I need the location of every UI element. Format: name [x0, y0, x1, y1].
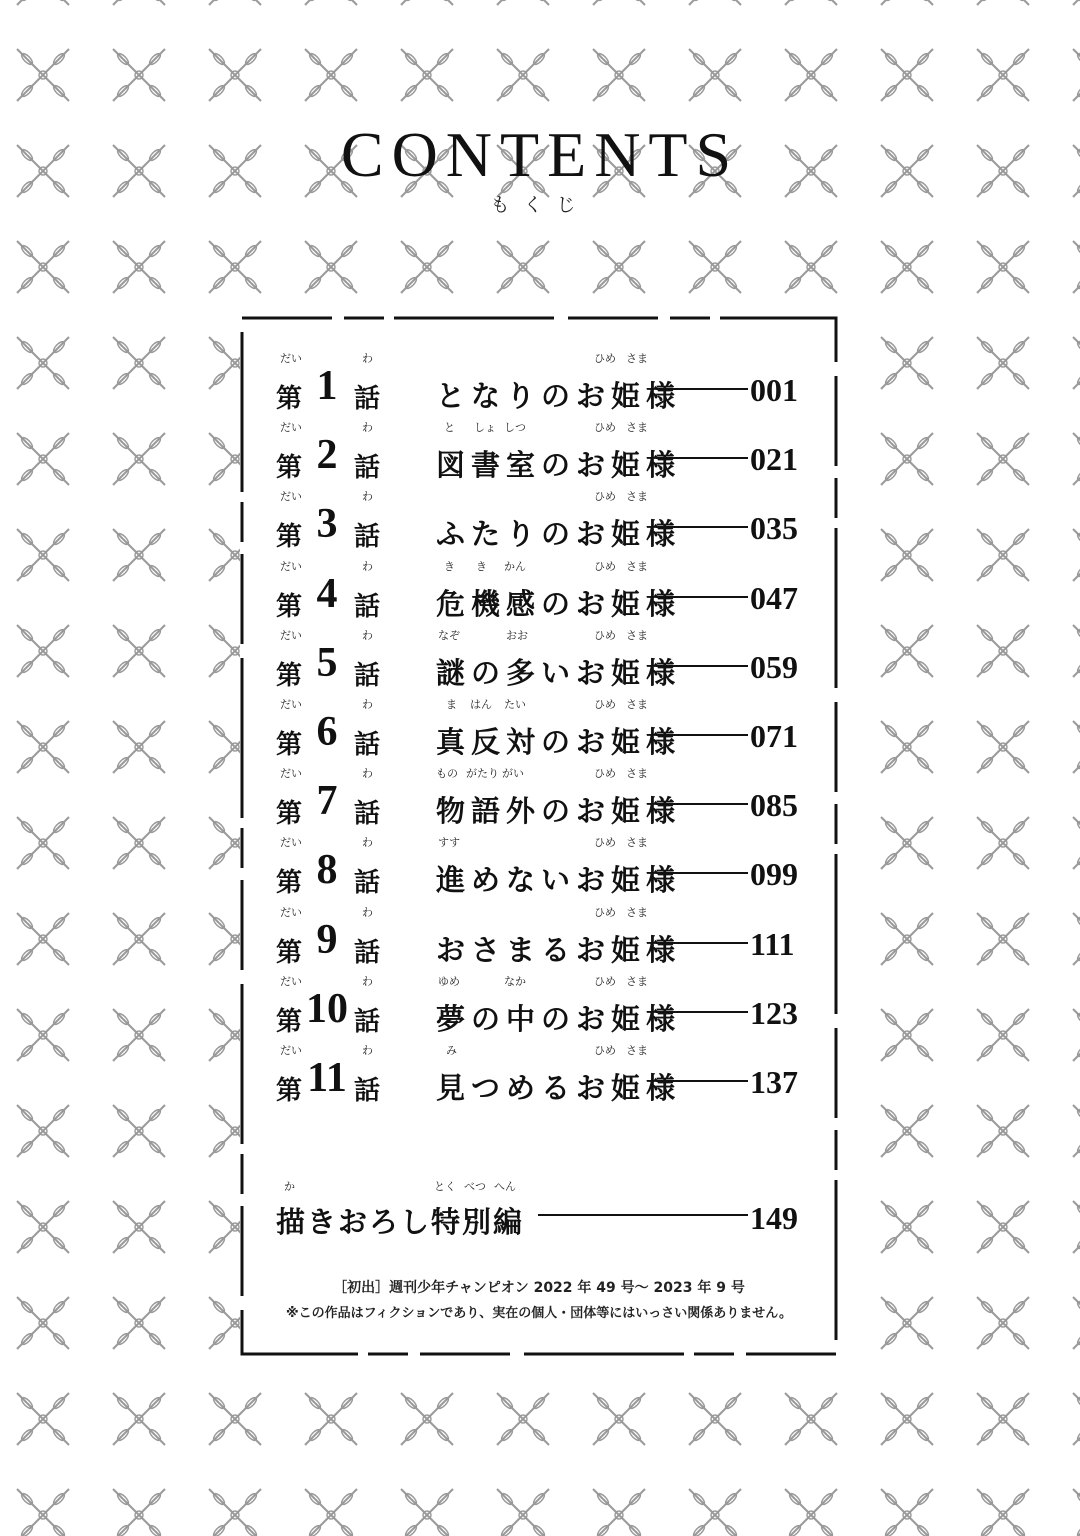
chapter-number: 9 — [316, 916, 338, 963]
title-ruby: さま — [626, 1044, 648, 1057]
dai-ruby: だい — [280, 767, 302, 781]
leader-line — [656, 457, 748, 459]
title-ruby: はん — [470, 698, 492, 711]
wa-ruby: わ — [362, 767, 373, 781]
leader-line — [538, 1214, 748, 1216]
title-ruby: ひめ — [594, 698, 616, 711]
chapter-row[interactable] — [276, 904, 806, 966]
title-ruby: ひめ — [594, 490, 616, 504]
chapter-number: 10 — [306, 985, 348, 1032]
chapter-row[interactable] — [276, 558, 806, 620]
chapter-prefix: 第 — [276, 730, 303, 760]
chapter-prefix: 第 — [276, 660, 303, 691]
leader-line — [656, 734, 748, 736]
chapter-row[interactable] — [276, 627, 806, 689]
chapter-prefix: 第 — [276, 1006, 303, 1037]
title-ruby: さま — [626, 421, 648, 435]
chapter-suffix: 話 — [354, 937, 381, 968]
leader-line — [656, 1080, 748, 1082]
chapter-suffix: 話 — [354, 660, 381, 691]
chapter-suffix: 話 — [354, 591, 381, 622]
title-ruby: ひめ — [594, 974, 616, 988]
page-number: 035 — [750, 510, 798, 547]
page-number: 123 — [750, 994, 798, 1031]
title-ruby: すす — [438, 836, 461, 850]
chapter-number: 3 — [316, 501, 338, 548]
chapter-title: 進めないお姫様 — [436, 863, 682, 898]
chapter-title: ふたりのお姫様 — [436, 517, 682, 552]
chapter-title: となりのお姫様 — [436, 379, 682, 413]
dai-ruby: だい — [280, 974, 302, 988]
special-page-number: 149 — [750, 1200, 798, 1236]
title-ruby: さま — [626, 490, 648, 504]
special-entry[interactable] — [276, 1178, 806, 1240]
title-ruby: ひめ — [594, 421, 616, 435]
dai-ruby: だい — [280, 352, 302, 365]
chapter-suffix: 話 — [354, 868, 381, 899]
page-number: 111 — [750, 925, 795, 962]
dai-ruby: だい — [280, 490, 302, 504]
title-ruby: がたり — [466, 767, 499, 781]
chapter-number: 1 — [316, 363, 338, 409]
chapter-title: 図書室のお姫様 — [436, 448, 682, 483]
title-ruby: しょ — [474, 421, 496, 435]
dai-ruby: だい — [280, 421, 302, 435]
disclaimer-note: ※この作品はフィクションであり、実在の個人・団体等にはいっさい関係ありません。 — [285, 1306, 793, 1321]
chapter-title: 物語外のお姫様 — [436, 794, 682, 829]
chapter-suffix: 話 — [354, 730, 381, 760]
chapter-title: 見つめるお姫様 — [436, 1071, 682, 1105]
chapter-number: 11 — [307, 1055, 347, 1101]
wa-ruby: わ — [362, 1044, 373, 1057]
chapter-suffix: 話 — [354, 522, 381, 553]
title-ruby: さま — [626, 352, 648, 365]
title-ruby: なか — [504, 974, 526, 988]
chapter-prefix: 第 — [276, 868, 303, 899]
chapter-suffix: 話 — [354, 1076, 381, 1106]
leader-line — [656, 665, 748, 667]
chapter-row[interactable] — [276, 1042, 806, 1104]
page-number: 059 — [750, 648, 798, 685]
title-ruby: かん — [504, 559, 526, 573]
title-ruby: がい — [502, 767, 524, 781]
chapter-title: 真反対のお姫様 — [436, 725, 682, 759]
leader-line — [656, 526, 748, 528]
title-ruby: たい — [504, 698, 526, 711]
page-title: CONTENTS — [340, 119, 740, 190]
title-ruby: さま — [626, 974, 648, 988]
title-ruby: ゆめ — [438, 974, 460, 988]
title-ruby: さま — [626, 698, 648, 711]
title-ruby: ひめ — [594, 1044, 616, 1057]
dai-ruby: だい — [280, 905, 302, 919]
chapter-title: おさまるお姫様 — [436, 932, 682, 967]
dai-ruby: だい — [280, 1044, 302, 1057]
title-ruby: ま — [446, 698, 457, 711]
title-ruby: ひめ — [594, 628, 616, 642]
title-ruby: さま — [626, 905, 648, 919]
page-number: 099 — [750, 856, 798, 893]
leader-line — [656, 596, 748, 598]
title-ruby: ひめ — [594, 836, 616, 850]
chapter-number: 6 — [316, 709, 338, 755]
special-ruby-betsu: べつ — [464, 1180, 486, 1193]
leader-line — [656, 942, 748, 944]
chapter-number: 2 — [316, 432, 338, 479]
title-ruby: き — [444, 559, 455, 573]
chapter-row[interactable] — [276, 834, 806, 899]
title-ruby: さま — [626, 628, 648, 642]
chapter-prefix: 第 — [276, 1076, 303, 1106]
title-ruby: さま — [626, 559, 648, 573]
page-number: 085 — [750, 787, 798, 824]
title-ruby: ひめ — [594, 767, 616, 781]
chapter-suffix: 話 — [354, 1006, 381, 1037]
chapter-row[interactable] — [276, 765, 806, 830]
chapter-number: 7 — [316, 778, 338, 825]
special-ruby-ka: か — [284, 1180, 295, 1193]
chapter-prefix: 第 — [276, 453, 303, 484]
chapter-title: 謎の多いお姫様 — [436, 655, 682, 690]
first-appearance-note: ［初出］週刊少年チャンピオン 2022 年 49 号～ 2023 年 9 号 — [333, 1280, 745, 1296]
special-ruby-toku: とく — [434, 1180, 456, 1193]
leader-line — [656, 1011, 748, 1013]
chapter-number: 5 — [316, 639, 338, 686]
page-number: 137 — [750, 1064, 798, 1100]
chapter-prefix: 第 — [276, 384, 303, 414]
chapter-row[interactable] — [276, 973, 806, 1035]
dai-ruby: だい — [280, 698, 302, 711]
leader-line — [656, 388, 748, 390]
page-number: 071 — [750, 718, 798, 754]
chapter-row[interactable] — [276, 419, 806, 484]
wa-ruby: わ — [362, 974, 373, 988]
title-ruby: しつ — [504, 421, 526, 435]
chapter-suffix: 話 — [354, 453, 381, 484]
chapter-prefix: 第 — [276, 591, 303, 622]
wa-ruby: わ — [362, 698, 373, 711]
wa-ruby: わ — [362, 490, 373, 504]
title-ruby: なぞ — [438, 628, 460, 642]
chapter-prefix: 第 — [276, 937, 303, 968]
title-ruby: と — [444, 421, 455, 435]
wa-ruby: わ — [362, 352, 373, 365]
title-ruby: おお — [506, 628, 528, 642]
wa-ruby: わ — [362, 421, 373, 435]
chapter-row[interactable] — [276, 350, 806, 412]
wa-ruby: わ — [362, 559, 373, 573]
title-ruby: もの — [436, 767, 458, 781]
wa-ruby: わ — [362, 628, 373, 642]
leader-line — [656, 872, 748, 874]
leader-line — [656, 803, 748, 805]
page-subtitle: もくじ — [490, 194, 590, 216]
chapter-suffix: 話 — [354, 799, 381, 830]
title-ruby: き — [476, 559, 487, 573]
page-number: 021 — [750, 441, 798, 478]
title-ruby: み — [446, 1044, 457, 1057]
special-ruby-hen: へん — [494, 1180, 516, 1193]
chapter-suffix: 話 — [354, 384, 381, 414]
dai-ruby: だい — [280, 836, 302, 850]
chapter-prefix: 第 — [276, 799, 303, 830]
dai-ruby: だい — [280, 628, 302, 642]
title-ruby: ひめ — [594, 559, 616, 573]
special-title: 描きおろし特別編 — [276, 1205, 525, 1239]
chapter-number: 4 — [316, 570, 338, 617]
dai-ruby: だい — [280, 559, 302, 573]
page-number: 047 — [750, 579, 798, 616]
chapter-title: 危機感のお姫様 — [436, 586, 682, 621]
title-ruby: ひめ — [594, 352, 616, 365]
title-ruby: ひめ — [594, 905, 616, 919]
chapter-row[interactable] — [276, 696, 806, 758]
page-number: 001 — [750, 372, 798, 408]
chapter-row[interactable] — [276, 488, 806, 553]
chapter-number: 8 — [316, 847, 338, 894]
chapter-prefix: 第 — [276, 522, 303, 553]
title-ruby: さま — [626, 767, 648, 781]
wa-ruby: わ — [362, 836, 373, 850]
title-ruby: さま — [626, 836, 648, 850]
chapter-title: 夢の中のお姫様 — [436, 1001, 682, 1036]
wa-ruby: わ — [362, 905, 373, 919]
